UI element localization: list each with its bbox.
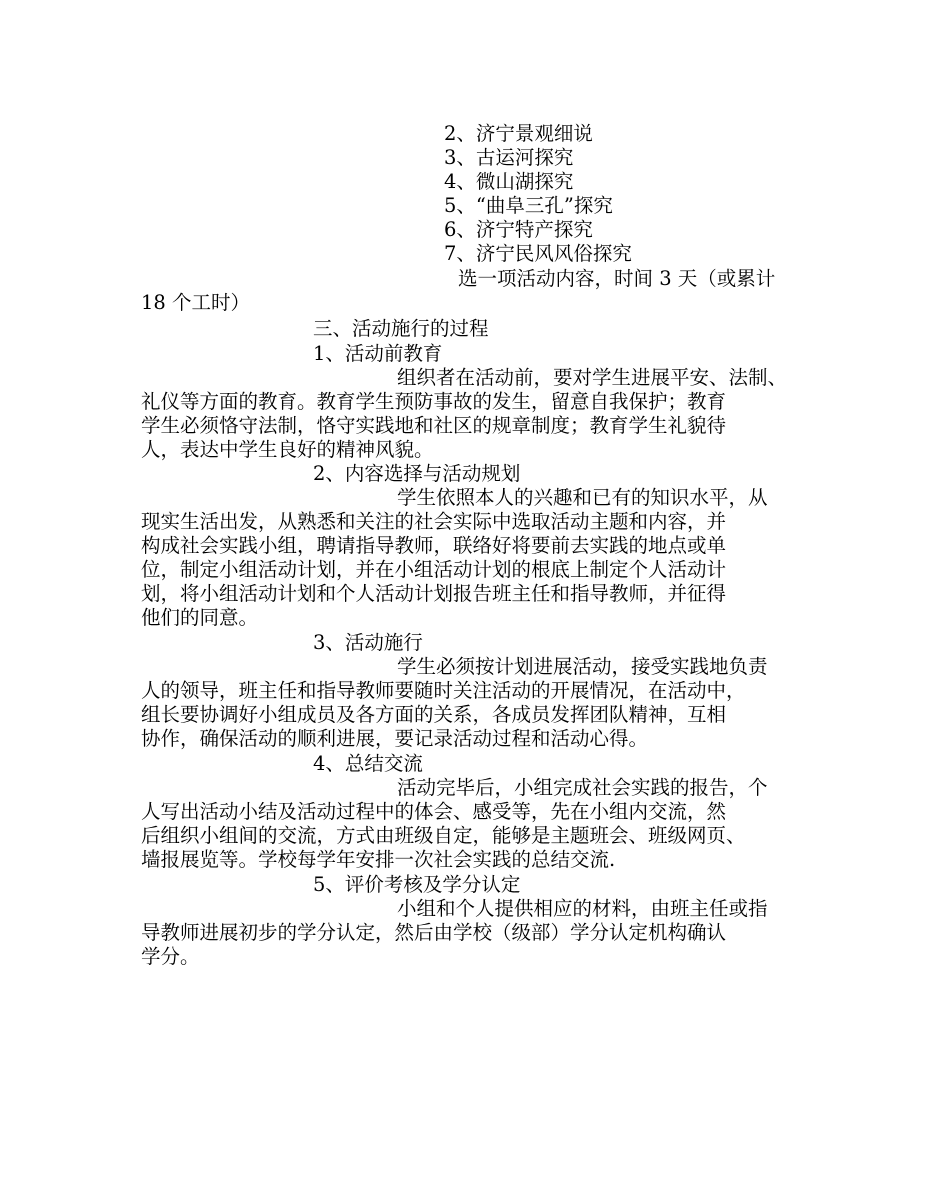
choice-text: 选一项活动内容，时间 3 天（或累计 <box>458 267 776 290</box>
section-title: 三、活动施行的过程 <box>313 317 489 340</box>
step-heading: 3、活动施行 <box>313 631 423 654</box>
list-item: 2、济宁景观细说 <box>444 122 593 145</box>
list-item: 6、济宁特产探究 <box>444 218 593 241</box>
paragraph-line: 现实生活出发，从熟悉和关注的社会实际中选取活动主题和内容，并 <box>141 510 727 533</box>
paragraph-line: 人写出活动小结及活动过程中的体会、感受等，先在小组内交流，然 <box>141 800 727 823</box>
paragraph-line: 礼仪等方面的教育。教育学生预防事故的发生，留意自我保护；教育 <box>141 390 727 413</box>
paragraph-line: 小组和个人提供相应的材料，由班主任或指 <box>397 897 768 920</box>
step-heading: 5、评价考核及学分认定 <box>313 873 521 896</box>
paragraph-line: 人的领导，班主任和指导教师要随时关注活动的开展情况，在活动中， <box>141 679 746 702</box>
step-heading: 1、活动前教育 <box>313 342 443 365</box>
paragraph-line: 后组织小组间的交流，方式由班级自定，能够是主题班会、班级网页、 <box>141 824 746 847</box>
paragraph-line: 组长要协调好小组成员及各方面的关系，各成员发挥团队精神，互相 <box>141 703 727 726</box>
paragraph-line: 学分。 <box>141 945 200 968</box>
list-item: 3、古运河探究 <box>444 146 574 169</box>
step-heading: 2、内容选择与活动规划 <box>313 462 521 485</box>
paragraph-line: 划，将小组活动计划和个人活动计划报告班主任和指导教师，并征得 <box>141 582 727 605</box>
paragraph-line: 学生必须恪守法制，恪守实践地和社区的规章制度；教育学生礼貌待 <box>141 414 727 437</box>
paragraph-line: 学生必须按计划进展活动，接受实践地负责 <box>397 655 768 678</box>
paragraph-line: 导教师进展初步的学分认定，然后由学校（级部）学分认定机构确认 <box>141 921 727 944</box>
list-item: 5、“曲阜三孔”探究 <box>444 194 613 217</box>
choice-text: 18 个工时） <box>141 291 251 314</box>
paragraph-line: 墙报展览等。学校每学年安排一次社会实践的总结交流. <box>141 848 616 871</box>
paragraph-line: 学生依照本人的兴趣和已有的知识水平，从 <box>397 486 768 509</box>
list-item: 4、微山湖探究 <box>444 170 574 193</box>
paragraph-line: 人，表达中学生良好的精神风貌。 <box>141 438 434 461</box>
paragraph-line: 构成社会实践小组，聘请指导教师，联络好将要前去实践的地点或单 <box>141 534 727 557</box>
list-item: 7、济宁民风风俗探究 <box>444 242 632 265</box>
paragraph-line: 协作，确保活动的顺利进展，要记录活动过程和活动心得。 <box>141 727 649 750</box>
paragraph-line: 他们的同意。 <box>141 606 259 629</box>
paragraph-line: 位，制定小组活动计划，并在小组活动计划的根底上制定个人活动计 <box>141 558 727 581</box>
paragraph-line: 组织者在活动前，要对学生进展平安、法制、 <box>397 366 788 389</box>
paragraph-line: 活动完毕后，小组完成社会实践的报告，个 <box>397 776 768 799</box>
step-heading: 4、总结交流 <box>313 752 423 775</box>
